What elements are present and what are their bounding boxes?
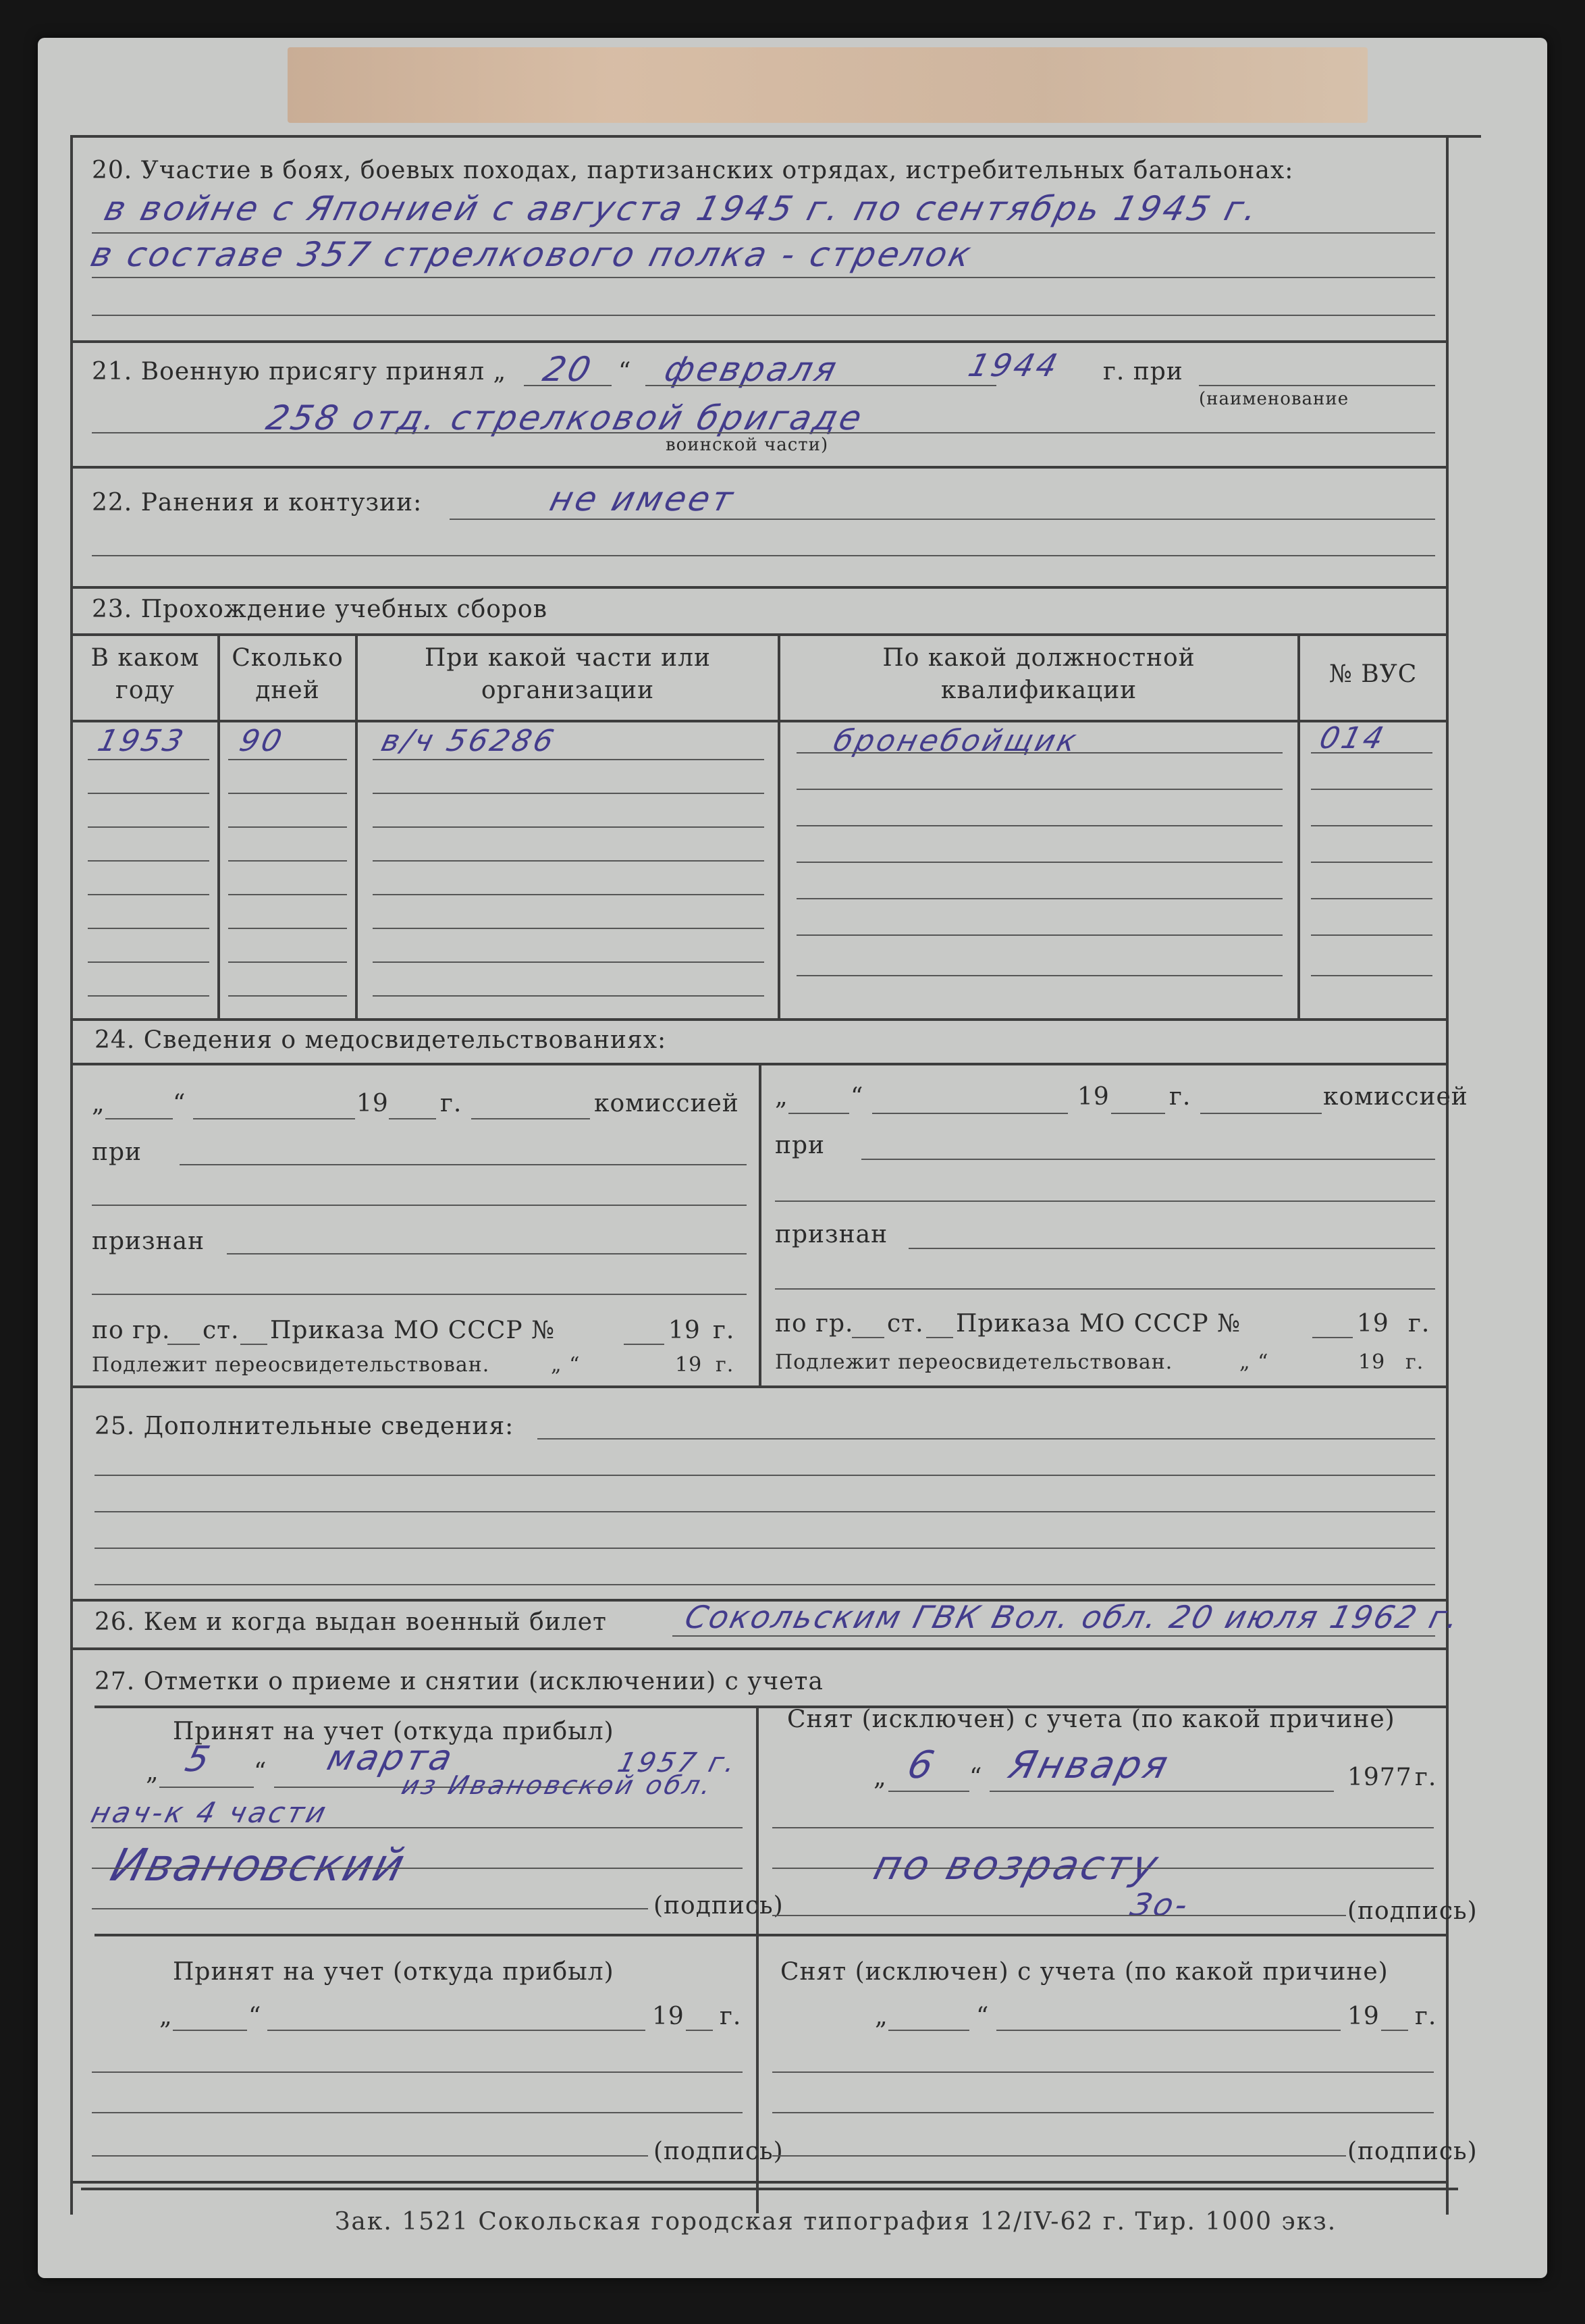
line: [797, 862, 1283, 863]
med-left-pri: при: [92, 1138, 142, 1166]
line: [772, 2155, 1346, 2157]
med-left-komissiey: комиссией: [594, 1090, 739, 1117]
line: [772, 1827, 1434, 1828]
col-qual-h1: По какой должностной: [882, 644, 1196, 672]
wounds-value: не имеет: [545, 479, 740, 519]
med-right-gb: г.: [1408, 1310, 1430, 1338]
med-right-q2: “: [851, 1083, 864, 1111]
line: [92, 315, 1435, 316]
removed-1-month: Января: [1004, 1743, 1175, 1787]
removed-1-signature: Зо-: [1127, 1886, 1194, 1923]
accepted-label-1: Принят на учет (откуда прибыл): [173, 1718, 614, 1745]
med-left-pogr: по гр.: [92, 1317, 171, 1344]
line: [95, 1548, 1435, 1549]
line: [228, 826, 347, 828]
line: [888, 1791, 969, 1792]
col-days-h2: дней: [255, 677, 320, 704]
line: [173, 2030, 247, 2031]
line: [92, 555, 1435, 556]
line: [180, 1164, 747, 1165]
accepted-label-2: Принят на учет (откуда прибыл): [173, 1958, 614, 1986]
accepted-2-q2: “: [248, 2003, 262, 2030]
line: [1111, 1113, 1165, 1114]
line: [450, 519, 1435, 520]
line: [1200, 1113, 1322, 1114]
section-20-hand-1: в войне с Японией с августа 1945 г. по сентябрь 1945 г.: [100, 189, 1264, 228]
line: [1311, 825, 1432, 826]
line: [1311, 862, 1432, 863]
med-right-19c: 19: [1358, 1350, 1386, 1374]
section-divider: [70, 1647, 1447, 1650]
med-right-19: 19: [1077, 1083, 1110, 1111]
col-org-h2: организации: [481, 677, 655, 704]
section-20-hand-2: в составе 357 стрелкового полка - стрелок: [86, 235, 977, 274]
accepted-1-q2: “: [254, 1758, 267, 1786]
line: [373, 928, 764, 929]
med-left-q2: “: [173, 1090, 186, 1117]
section-divider: [70, 1018, 1447, 1021]
section-23-label: 23. Прохождение учебных сборов: [92, 596, 547, 623]
document-card: [38, 38, 1547, 2278]
line: [797, 975, 1283, 976]
col-qual-h2: квалификации: [940, 677, 1137, 704]
line: [686, 2030, 713, 2031]
col-year-h1: В каком: [90, 644, 200, 672]
line: [373, 826, 764, 828]
oath-unit: 258 отд. стрелковой бригаде: [262, 398, 869, 438]
line: [797, 898, 1283, 899]
training-qual: бронебойщик: [830, 724, 1083, 758]
accepted-2-podpis: (подпись): [653, 2138, 784, 2165]
line: [772, 1915, 1346, 1916]
section-22-label: 22. Ранения и контузии:: [92, 489, 423, 517]
line: [92, 232, 1435, 234]
removed-1-q2: “: [969, 1764, 983, 1791]
training-org: в/ч 56286: [377, 724, 560, 758]
med-left-gb: г.: [713, 1317, 735, 1344]
accepted-2-q1: „: [159, 2003, 173, 2030]
line: [772, 2071, 1434, 2073]
table-top: [70, 633, 1447, 636]
med-right-pogr: по гр.: [775, 1310, 854, 1338]
line: [228, 961, 347, 963]
accepted-1-note: нач-к 4 части: [87, 1796, 332, 1829]
oath-month: февраля: [660, 350, 843, 389]
section-divider: [70, 340, 1447, 343]
table-header-bottom: [70, 720, 1447, 722]
med-right-g: г.: [1169, 1083, 1191, 1111]
med-left-st: ст.: [203, 1317, 240, 1344]
line: [228, 860, 347, 862]
line: [797, 752, 1283, 754]
line: [788, 1113, 849, 1114]
removed-2-g: г.: [1415, 2003, 1437, 2030]
line: [88, 995, 209, 997]
line: [1311, 789, 1432, 790]
line: [228, 894, 347, 895]
removed-1-q1: „: [874, 1764, 887, 1791]
accepted-1-year: 1957 г.: [614, 1747, 741, 1778]
oath-day: 20: [539, 350, 597, 389]
med-right-quotes: „ “: [1239, 1350, 1269, 1374]
training-year: 1953: [94, 724, 190, 758]
line: [92, 432, 1435, 433]
line: [167, 1344, 200, 1345]
line: [772, 2112, 1434, 2113]
line: [1312, 1337, 1353, 1338]
section-24-label: 24. Сведения о медосвидетельствованиях:: [95, 1026, 667, 1054]
line: [92, 2155, 648, 2157]
col-org-h1: При какой части или: [424, 644, 711, 672]
line: [267, 2030, 645, 2031]
line: [537, 1438, 1435, 1440]
section-divider: [70, 466, 1447, 469]
med-left-prikaz: Приказа МО СССР №: [270, 1317, 556, 1344]
frame-top: [70, 135, 1481, 138]
med-right-19b: 19: [1357, 1310, 1389, 1338]
line: [888, 2030, 969, 2031]
accepted-2-19: 19: [652, 2003, 684, 2030]
line: [92, 2112, 743, 2113]
line: [775, 1288, 1435, 1290]
line: [1311, 898, 1432, 899]
med-left-g: г.: [440, 1090, 462, 1117]
line: [95, 1584, 1435, 1585]
accepted-1-q1: „: [146, 1758, 159, 1786]
col-sep: [1297, 633, 1300, 1018]
accepted-1-podpis: (подпись): [653, 1892, 784, 1920]
col-vus-h: № ВУС: [1328, 660, 1418, 688]
removed-2-19: 19: [1347, 2003, 1380, 2030]
line: [95, 1475, 1435, 1476]
med-right-priznan: признан: [775, 1221, 888, 1248]
removed-1-g: г.: [1415, 1764, 1437, 1791]
accepted-2-g: г.: [720, 2003, 742, 2030]
line: [797, 825, 1283, 826]
line: [861, 1159, 1435, 1160]
removed-2-q1: „: [875, 2003, 888, 2030]
line: [772, 1868, 1434, 1869]
line: [373, 894, 764, 895]
removed-1-podpis: (подпись): [1347, 1897, 1478, 1925]
accepted-1-day: 5: [181, 1739, 217, 1780]
med-left-q1: „: [92, 1090, 105, 1117]
oath-year: 1944: [965, 347, 1064, 384]
section-21-label: 21. Военную присягу принял „: [92, 358, 507, 386]
line: [872, 1113, 1068, 1114]
line: [373, 793, 764, 794]
section-27-label: 27. Отметки о приеме и снятии (исключении) с учета: [95, 1668, 824, 1695]
med-left-19: 19: [356, 1090, 389, 1117]
line: [88, 826, 209, 828]
med-right-podlezhit: Подлежит переосвидетельствован.: [775, 1350, 1173, 1374]
line: [105, 1118, 173, 1119]
line: [92, 1868, 743, 1869]
line: [88, 894, 209, 895]
med-left-19c: 19: [675, 1353, 703, 1377]
accepted-1-signature: Ивановский: [105, 1839, 411, 1891]
line: [1381, 2030, 1408, 2031]
section-20-label: 20. Участие в боях, боевых походах, партизанских отрядах, истребительных батальонах:: [92, 157, 1294, 184]
accepted-1-from: из Ивановской обл.: [398, 1770, 717, 1800]
line: [228, 928, 347, 929]
line: [88, 759, 209, 760]
med-right-komissiey: комиссией: [1323, 1083, 1468, 1111]
line: [228, 793, 347, 794]
removed-label-1: Снят (исключен) с учета (по какой причине): [787, 1706, 1395, 1733]
line: [88, 928, 209, 929]
line: [159, 1787, 254, 1788]
line: [471, 1118, 590, 1119]
med-left-gc: г.: [716, 1353, 734, 1377]
line: [88, 961, 209, 963]
line: [373, 759, 764, 760]
print-footer: Зак. 1521 Сокольская городская типография 12/IV-62 г. Тир. 1000 экз.: [335, 2208, 1337, 2236]
med-left-quotes: „ “: [551, 1353, 581, 1377]
line: [227, 1253, 747, 1255]
line: [373, 995, 764, 997]
oath-note-a: (наименование: [1199, 389, 1349, 409]
line: [1311, 752, 1432, 754]
med-left-podlezhit: Подлежит переосвидетельствован.: [92, 1353, 490, 1377]
line: [92, 2071, 743, 2073]
section-25-label: 25. Дополнительные сведения:: [95, 1412, 514, 1440]
line: [228, 759, 347, 760]
line: [92, 1827, 743, 1828]
removed-label-2: Снят (исключен) с учета (по какой причине): [780, 1958, 1389, 1986]
line: [228, 995, 347, 997]
section-divider: [70, 586, 1447, 589]
removed-2-podpis: (подпись): [1347, 2138, 1478, 2165]
med-right-prikaz: Приказа МО СССР №: [956, 1310, 1241, 1338]
line: [775, 1200, 1435, 1202]
line: [193, 1118, 355, 1119]
line: [92, 277, 1435, 278]
line: [909, 1248, 1435, 1249]
removed-1-reason: по возрасту: [869, 1842, 1166, 1889]
oath-note-b: воинской части): [666, 435, 829, 455]
med-right-st: ст.: [887, 1310, 924, 1338]
training-vus: 014: [1316, 721, 1390, 756]
line: [645, 385, 996, 386]
accepted-1-month: марта: [323, 1738, 459, 1778]
med-left-19b: 19: [668, 1317, 701, 1344]
removed-2-q2: “: [976, 2003, 990, 2030]
line: [92, 1294, 747, 1295]
med-right-q1: „: [775, 1083, 788, 1111]
line: [672, 1635, 1435, 1637]
line: [990, 1791, 1334, 1792]
frame-bottom-shadow: [81, 2188, 1458, 2190]
line: [524, 385, 612, 386]
line: [88, 860, 209, 862]
line: [373, 961, 764, 963]
frame-bottom: [70, 2181, 1447, 2184]
line: [996, 2030, 1341, 2031]
line: [852, 1337, 884, 1338]
med-right-gc: г.: [1405, 1350, 1424, 1374]
line: [373, 860, 764, 862]
section-divider: [70, 1385, 1447, 1388]
line: [92, 1908, 648, 1909]
col-year-h2: году: [115, 677, 175, 704]
frame-left: [70, 135, 73, 2215]
oath-g-pri: г. при: [1103, 358, 1183, 386]
removed-1-19: 1977: [1347, 1764, 1412, 1791]
line: [797, 789, 1283, 790]
line: [1199, 385, 1435, 386]
med-left-priznan: признан: [92, 1227, 205, 1255]
military-card-issued: Сокольским ГВК Вол. обл. 20 июля 1962 г.: [681, 1599, 1465, 1635]
line: [624, 1344, 664, 1345]
section-27-mid: [95, 1934, 1447, 1936]
tape-strip: [288, 47, 1368, 123]
line: [797, 934, 1283, 936]
line: [389, 1118, 436, 1119]
line: [88, 793, 209, 794]
line: [926, 1337, 953, 1338]
med-right-pri: при: [775, 1132, 826, 1159]
col-days-h1: Сколько: [232, 644, 344, 672]
line: [1311, 934, 1432, 936]
removed-1-day: 6: [903, 1743, 941, 1787]
line: [95, 1511, 1435, 1512]
line: [240, 1344, 267, 1345]
section-26-label: 26. Кем и когда выдан военный билет: [95, 1608, 607, 1636]
oath-quote: “: [618, 358, 632, 386]
section-24-split: [759, 1063, 761, 1385]
line: [1311, 975, 1432, 976]
training-days: 90: [236, 724, 288, 758]
line: [92, 1205, 747, 1206]
